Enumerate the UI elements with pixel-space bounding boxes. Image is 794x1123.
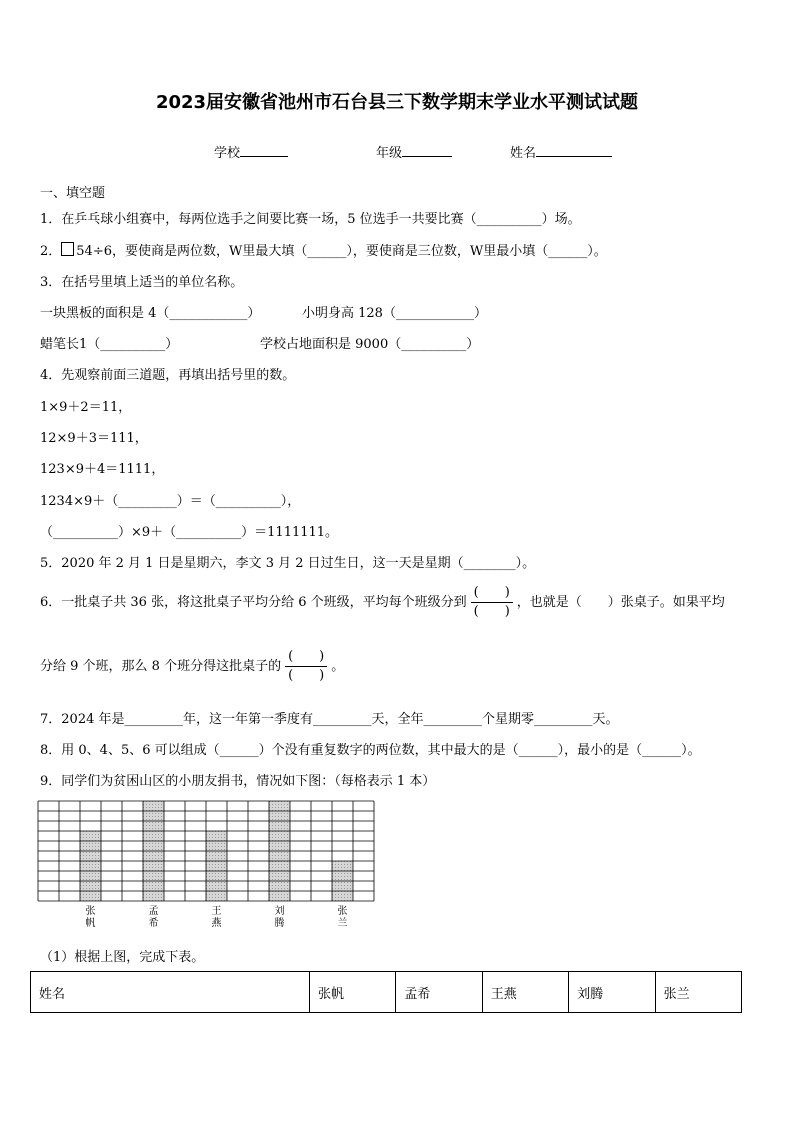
fraction-blank (471, 584, 513, 621)
fraction-numerator: ( ) (285, 648, 327, 667)
question-2-text: 54÷6，要使商是两位数，W里最大填（______），要使商是三位数，W里最小填（______）。 (76, 244, 607, 259)
q4-line-2: 12×9＋3＝111， (40, 431, 148, 446)
question-2 (40, 240, 607, 259)
question-7: 7．2024 年是_________年，这一年第一季度有_________天，全年_________个星期零_________天。 (40, 712, 619, 727)
question-1: 1．在乒乓球小组赛中，每两位选手之间要比赛一场，5 位选手一共要比赛（__________）场。 (40, 212, 581, 227)
question-3: 3．在括号里填上适当的单位名称。 (40, 275, 244, 290)
chart-category-label: 刘 腾 (274, 906, 285, 929)
chart-category-label: 张 帆 (85, 906, 96, 929)
name-label: 姓名 (510, 146, 537, 161)
question-6-line-2 (40, 648, 344, 685)
grade-field[interactable] (376, 142, 452, 161)
school-field[interactable] (214, 142, 288, 161)
q4-line-5: （__________）×9＋（__________）＝1111111。 (40, 525, 339, 540)
table-row (31, 972, 742, 1013)
table-cell: 王燕 (482, 972, 568, 1013)
table-cell: 姓名 (31, 972, 310, 1013)
chart-bar (80, 831, 101, 901)
question-4: 4．先观察前面三道题，再填出括号里的数。 (40, 368, 296, 383)
question-3b: 小明身高 128（____________） (302, 306, 487, 321)
fraction-blank (285, 648, 327, 685)
table-cell: 张帆 (310, 972, 396, 1013)
q6-text-2: ，也就是（ ）张桌子。如果平均 (516, 595, 725, 610)
q4-line-1: 1×9＋2＝11， (40, 400, 132, 415)
fraction-denominator: ( ) (473, 604, 510, 619)
chart-category-label: 王 燕 (211, 906, 222, 929)
question-3a: 一块黑板的面积是 4（____________） (40, 306, 261, 321)
q6-text-1: 6．一批桌子共 36 张，将这批桌子平均分给 6 个班级，平均每个班级分到 (40, 595, 467, 610)
question-9: 9．同学们为贫困山区的小朋友捐书，情况如下图：（每格表示 1 本） (40, 774, 436, 789)
sub-question-9-1: （1）根据上图，完成下表。 (40, 950, 205, 965)
q4-line-4: 1234×9＋（_________）＝（__________）， (40, 494, 301, 509)
blank-box (61, 242, 74, 256)
table-cell: 刘腾 (569, 972, 655, 1013)
question-8: 8．用 0、4、5、6 可以组成（______）个没有重复数字的两位数，其中最大的是（______），最小的是（______）。 (40, 743, 701, 758)
table-cell: 孟希 (396, 972, 482, 1013)
question-3d: 学校占地面积是 9000（__________） (260, 337, 480, 352)
question-5: 5．2020 年 2 月 1 日是星期六，李文 3 月 2 日过生日，这一天是星期（________）。 (40, 556, 536, 571)
q6-text-3: 分给 9 个班，那么 8 个班分得这批桌子的 (40, 659, 282, 674)
question-2-number: 2． (40, 244, 62, 259)
question-6-line-1 (40, 584, 725, 621)
page-title: 2023届安徽省池州市石台县三下数学期末学业水平测试试题 (155, 92, 639, 113)
chart-category-label: 孟 希 (148, 906, 159, 929)
fraction-denominator: ( ) (288, 668, 325, 683)
section-heading: 一、填空题 (40, 186, 106, 201)
chart-bar (206, 831, 227, 901)
book-donation-chart (38, 801, 382, 905)
grade-label: 年级 (376, 146, 403, 161)
chart-category-label: 张 兰 (337, 906, 348, 929)
table-cell: 张兰 (655, 972, 741, 1013)
school-label: 学校 (214, 146, 241, 161)
name-field[interactable] (510, 142, 612, 161)
fraction-numerator: ( ) (471, 584, 513, 603)
question-3c: 蜡笔长1（__________） (40, 337, 179, 352)
q4-line-3: 123×9＋4＝1111， (40, 462, 165, 477)
donation-table (30, 971, 742, 1013)
q6-text-4: 。 (331, 659, 345, 674)
